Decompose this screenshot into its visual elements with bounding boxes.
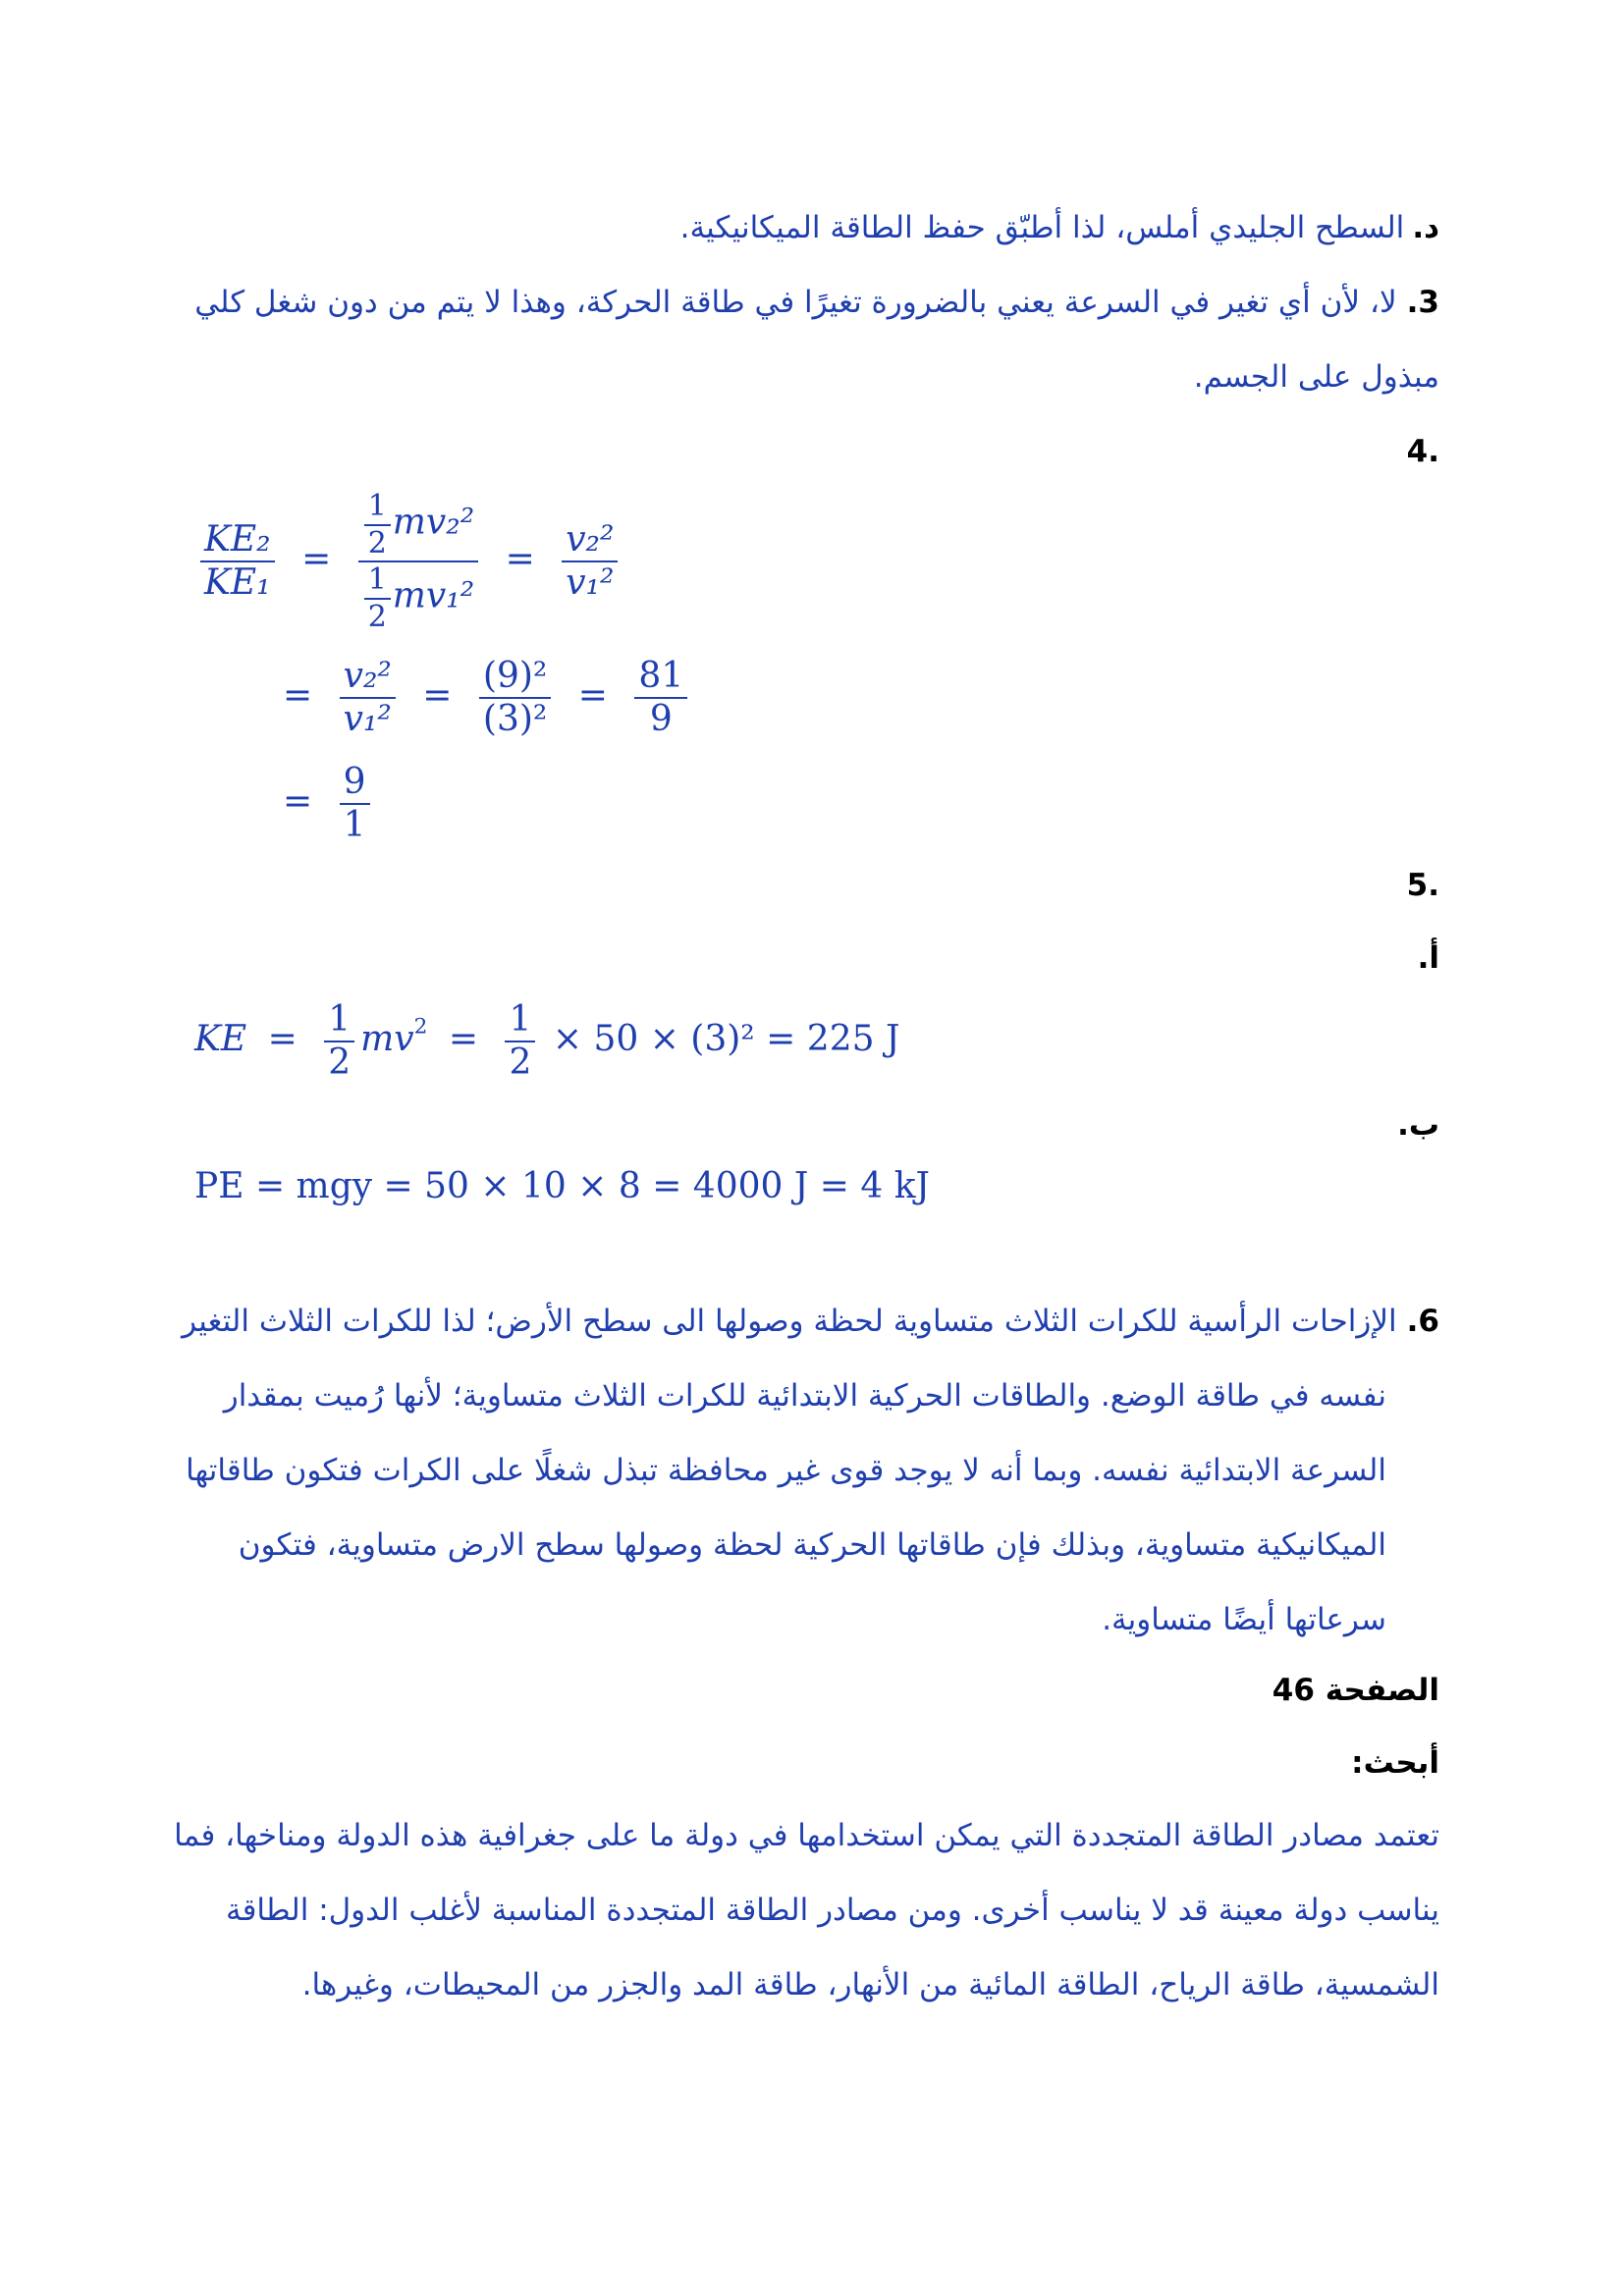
research-line2: يناسب دولة معينة قد لا يناسب أخرى. ومن مصادر الطاقة المتجددة المناسبة لأغلب الدول: الطاقة bbox=[225, 1893, 1439, 1928]
mv2-squared: mv₂² bbox=[392, 502, 475, 543]
equation-ke-value: KE = $\frac{1}{2}$ $mv^2$ = $\frac{1}{2}$ × 50 × (3)² = 225 J bbox=[194, 999, 900, 1083]
fraction-v-ratio: $\frac{\text{v₂²}}{\text{v₁²}}$ bbox=[562, 521, 618, 602]
answer-6-line1: 6.الإزاحات الرأسية للكرات الثلاث متساوية لحظة وصولها الى سطح الأرض؛ لذا للكرات الثلاث التغير bbox=[182, 1304, 1439, 1339]
answer-6-line3: السرعة الابتدائية نفسه. وبما أنه لا يوجد قوى غير محافظة تبذل شغلًا على الكرات فتكون طاقاتها bbox=[186, 1453, 1386, 1488]
research-line3: الشمسية، طاقة الرياح، الطاقة المائية من الأنهار، طاقة المد والجزر من المحيطات، وغيرها. bbox=[301, 1967, 1439, 2002]
answer-d-label: د. bbox=[1412, 210, 1439, 245]
answer-3-number: 3. bbox=[1406, 285, 1439, 320]
equation-ke-ratio-row1: $\frac{\text{KE₂}}{\text{KE₁}}$ = $\frac{1}{2}$ mv₂² $\frac{1}{2}$ mv₁² = $\frac{\text{v₂²}}{\text{v₁²}}$ bbox=[194, 491, 623, 632]
answer-6-number: 6. bbox=[1406, 1304, 1439, 1339]
equation-ke-ratio-row3: = $\frac{9}{1}$ bbox=[273, 764, 376, 844]
answer-6-line4: الميكانيكية متساوية، وبذلك فإن طاقاتها الحركية لحظة وصولها سطح الارض متساوية، فتكون bbox=[238, 1527, 1386, 1563]
mv1-squared: mv₁² bbox=[392, 575, 475, 616]
fraction-final: $\frac{9}{1}$ bbox=[340, 764, 370, 844]
answer-3-line1 bbox=[194, 285, 1439, 320]
answer-5-number: .5 bbox=[1406, 868, 1439, 903]
equation-ke-ratio-row2: = $\frac{\text{v₂²}}{\text{v₁²}}$ = $\frac{\text{(9)²}}{\text{(3)²}}$ = $\frac{81}{9}$ bbox=[273, 658, 693, 738]
fraction-ke2-ke1 bbox=[200, 521, 275, 602]
answer-d bbox=[680, 210, 1439, 245]
fraction-energy-expressions: $\frac{1}{2}$ mv₂² $\frac{1}{2}$ mv₁² bbox=[358, 491, 478, 632]
page-heading: الصفحة 46 bbox=[1272, 1673, 1439, 1708]
equation-pe-value: PE = mgy = 50 × 10 × 8 = 4000 J = 4 kJ bbox=[194, 1166, 930, 1206]
fraction-81-9: $\frac{81}{9}$ bbox=[634, 658, 687, 738]
answer-5a-label: أ. bbox=[1417, 940, 1439, 976]
fraction-nine-three: $\frac{\text{(9)²}}{\text{(3)²}}$ bbox=[479, 658, 551, 738]
answer-d-text: السطح الجليدي أملس، لذا أطبّق حفظ الطاقة الميكانيكية. bbox=[679, 210, 1405, 245]
answer-6-line5: سرعاتها أيضًا متساوية. bbox=[1102, 1602, 1386, 1637]
research-heading: أبحث: bbox=[1351, 1745, 1439, 1781]
answer-3-line2: مبذول على الجسم. bbox=[1193, 359, 1439, 395]
answer-5b-label: ب. bbox=[1397, 1107, 1439, 1143]
answer-3-text-1: لا، لأن أي تغير في السرعة يعني بالضرورة تغيرًا في طاقة الحركة، وهذا لا يتم من دون شغل كلي bbox=[194, 285, 1397, 320]
research-line1: تعتمد مصادر الطاقة المتجددة التي يمكن استخدامها في دولة ما على جغرافية هذه الدولة ومناخها، فما bbox=[174, 1818, 1439, 1853]
lhs-numerator: KE₂ bbox=[204, 519, 271, 561]
answer-4-number: .4 bbox=[1406, 434, 1439, 469]
answer-6-line2: نفسه في طاقة الوضع. والطاقات الحركية الابتدائية للكرات الثلاث متساوية؛ لأنها رُميت بمقدار bbox=[223, 1378, 1386, 1414]
lhs-denominator: KE₁ bbox=[204, 562, 271, 603]
